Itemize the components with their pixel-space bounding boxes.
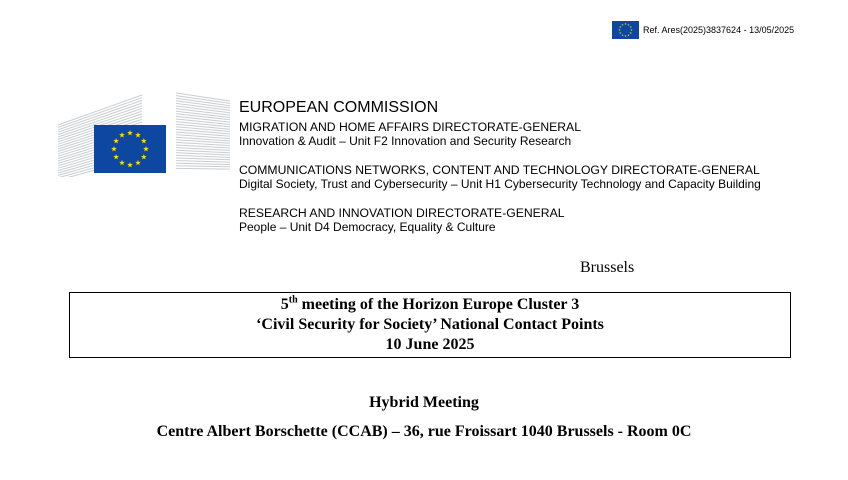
building-line <box>176 129 230 134</box>
meeting-title <box>281 295 580 315</box>
directorate-general-title: MIGRATION AND HOME AFFAIRS DIRECTORATE-GENERAL <box>239 120 581 134</box>
european-commission-logo <box>56 89 232 177</box>
directorate-general-title: COMMUNICATIONS NETWORKS, CONTENT AND TECHNOLOGY DIRECTORATE-GENERAL <box>239 163 760 177</box>
meeting-ordinal-number: 5 <box>280 296 289 313</box>
meeting-date: 10 June 2025 <box>385 336 475 353</box>
building-line <box>176 166 230 167</box>
directorate-unit: People – Unit D4 Democracy, Equality & Culture <box>239 220 496 234</box>
meeting-subtitle: ‘Civil Security for Society’ National Contact Points <box>256 316 604 333</box>
directorate-unit: Innovation & Audit – Unit F2 Innovation and Security Research <box>239 134 572 148</box>
meeting-ordinal-suffix: th <box>288 294 298 306</box>
reference-number: Ref. Ares(2025)3837624 - 13/05/2025 <box>643 25 795 35</box>
organisation-title: EUROPEAN COMMISSION <box>239 99 439 116</box>
meeting-format: Hybrid Meeting <box>369 394 479 411</box>
directorate-general-title: RESEARCH AND INNOVATION DIRECTORATE-GENERAL <box>239 206 565 220</box>
building-line <box>176 161 230 163</box>
meeting-venue: Centre Albert Borschette (CCAB) – 36, rue Froissart 1040 Brussels - Room 0C <box>156 423 692 440</box>
building-line <box>176 122 230 127</box>
meeting-title-box <box>69 292 791 358</box>
eu-flag-icon <box>612 21 639 39</box>
meeting-title-text: meeting of the Horizon Europe Cluster 3 <box>297 296 580 313</box>
building-line <box>176 153 230 155</box>
building-line <box>176 163 230 164</box>
building-line <box>176 150 230 153</box>
building-line <box>176 155 230 157</box>
city-label: Brussels <box>580 259 635 276</box>
building-line <box>176 168 230 169</box>
building-line <box>176 124 230 129</box>
building-line <box>176 127 230 132</box>
building-line <box>176 158 230 160</box>
directorate-unit: Digital Society, Trust and Cybersecurity – Unit H1 Cybersecurity Technology and Capacity Building <box>239 177 761 191</box>
